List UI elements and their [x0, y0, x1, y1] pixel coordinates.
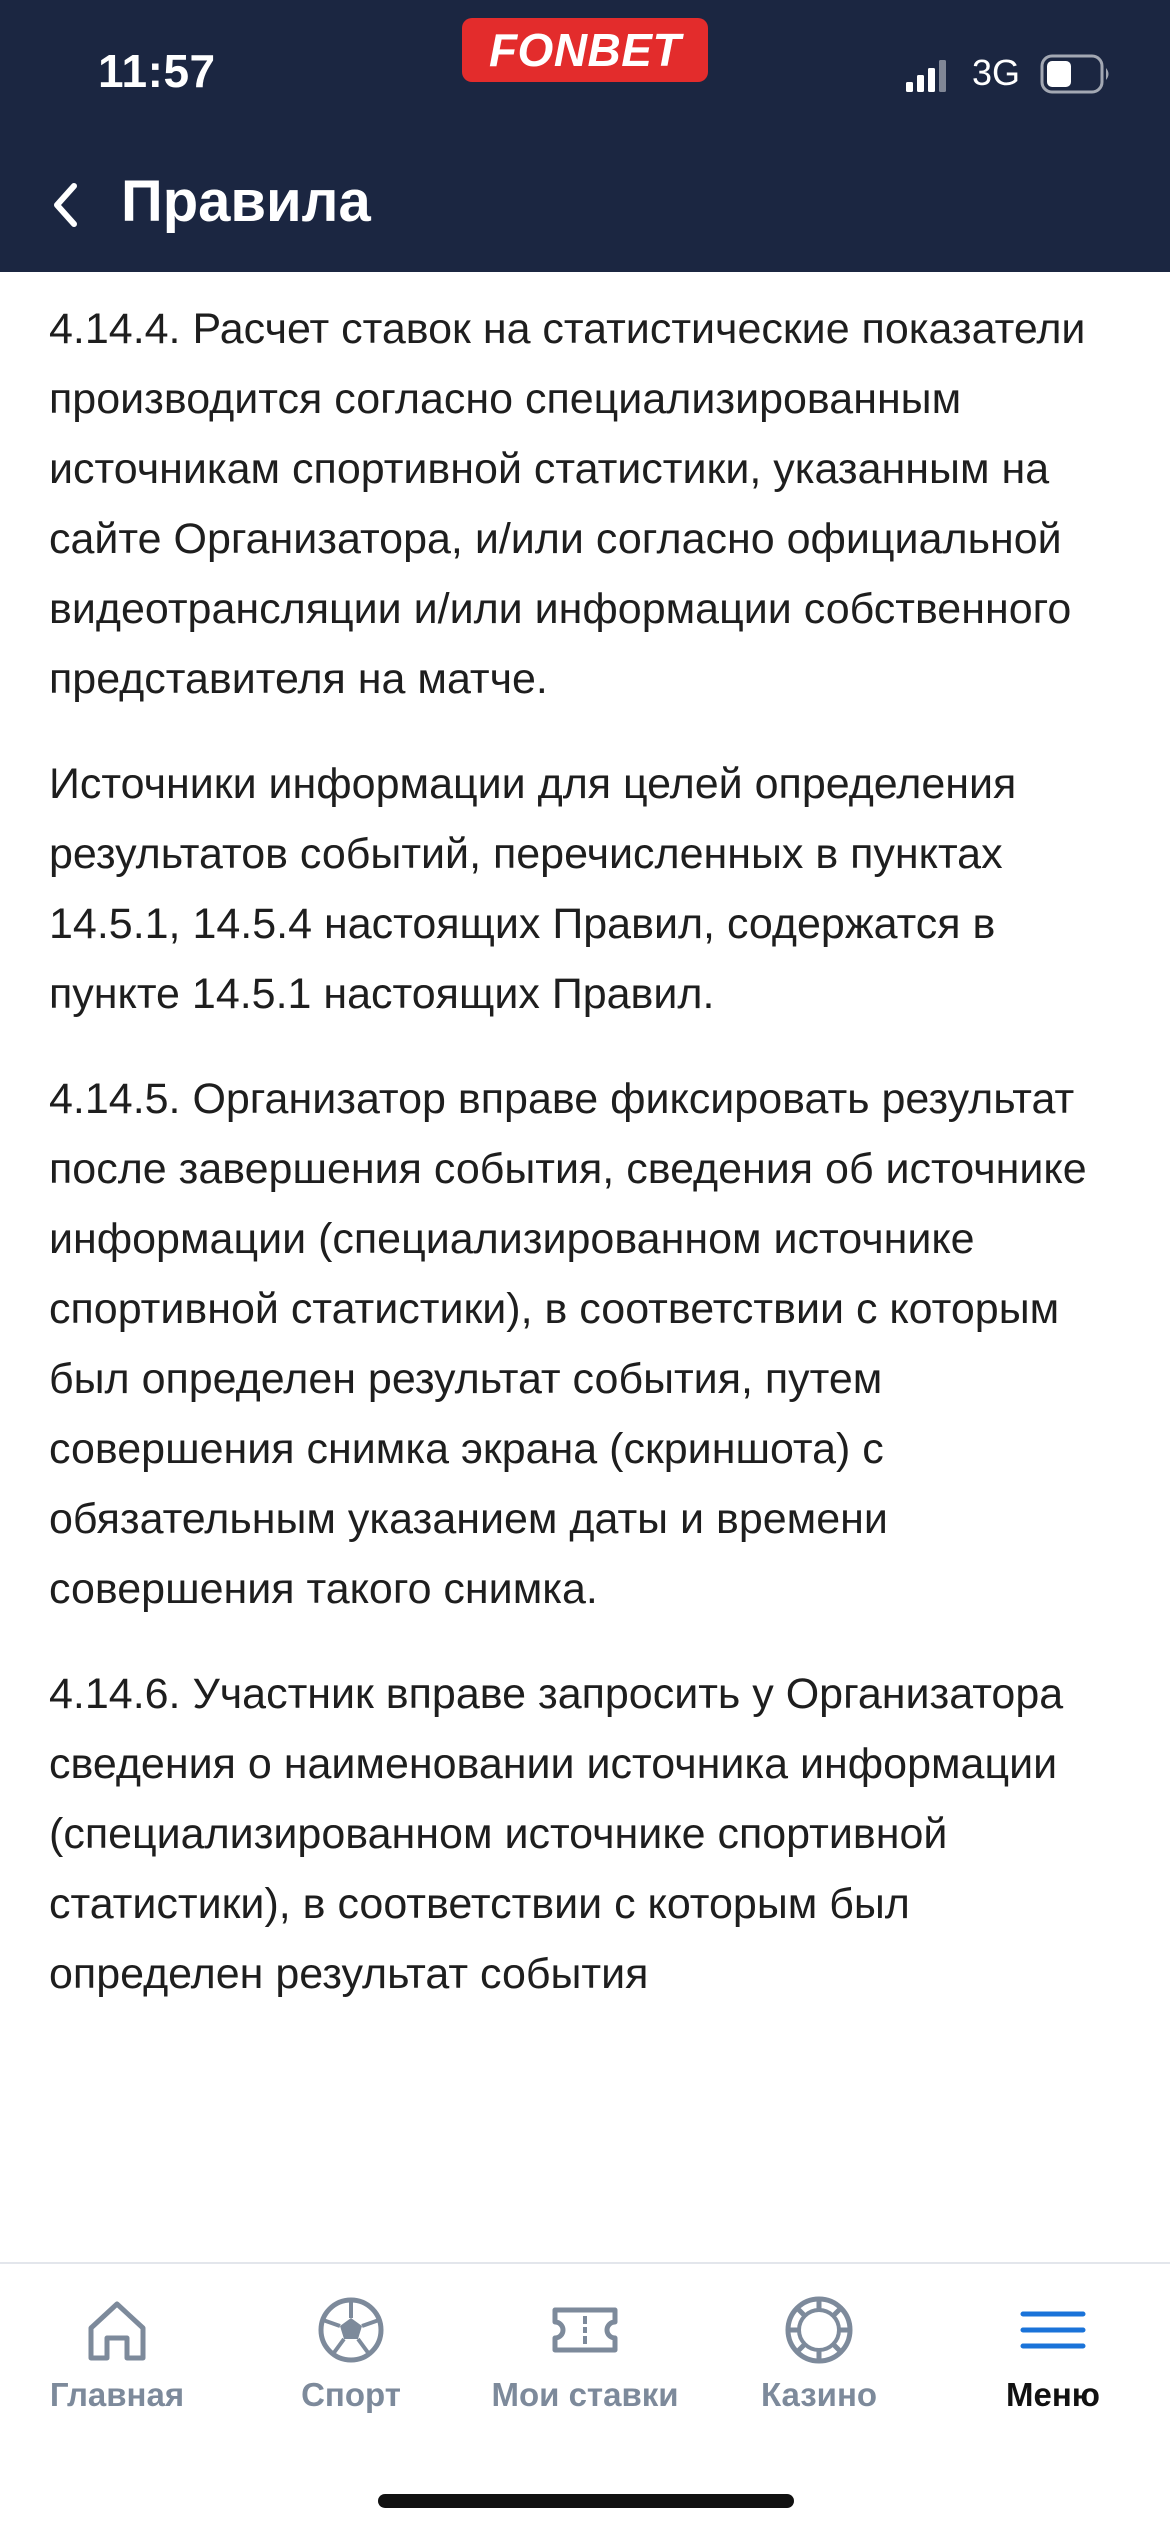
home-icon [77, 2290, 157, 2370]
tab-home[interactable] [0, 2290, 234, 2430]
app-header [0, 0, 1170, 272]
rule-paragraph-4-14-6: 4.14.6. Участник вправе запросить у Организатора сведения о наименовании источника информации (специализированном источнике спортивной статистики), в соответствии с которым был определен результат события [49, 1670, 1064, 1998]
rule-paragraph-4-14-4: 4.14.4. Расчет ставок на статистические показатели производится согласно специализированным источникам спортивной статистики, указанным на сайте Организатора, и/или согласно официальной видеотрансляции и/или информации собственного представителя на матче. [49, 305, 1086, 703]
fonbet-logo: FONBET [462, 18, 708, 82]
rule-paragraph-sources: Источники информации для целей определения результатов событий, перечисленных в пунктах 14.5.1, 14.5.4 настоящих Правил, содержатся в пункте 14.5.1 настоящих Правил. [49, 760, 1017, 1018]
hamburger-menu-icon [1013, 2290, 1093, 2370]
page-title: Правила [121, 169, 371, 234]
network-type: 3G [972, 52, 1021, 93]
battery-icon [1040, 54, 1112, 94]
ticket-icon [545, 2290, 625, 2370]
tab-sport-label: Спорт [301, 2376, 401, 2413]
tab-my-bets-label: Мои ставки [491, 2376, 679, 2413]
tab-sport[interactable] [234, 2290, 468, 2430]
rules-content[interactable] [0, 272, 1170, 2262]
status-time: 11:57 [98, 45, 216, 97]
soccer-ball-icon [311, 2290, 391, 2370]
back-button[interactable] [38, 170, 92, 240]
tab-home-label: Главная [49, 2376, 185, 2413]
rule-paragraph-4-14-5: 4.14.5. Организатор вправе фиксировать результат после завершения события, сведения об источнике информации (специализированном источнике спортивной статистики), в соответствии с которым был определен результат события, путем совершения снимка экрана (скриншота) с обязательным указанием даты и времени совершения такого снимка. [49, 1075, 1087, 1613]
tab-casino[interactable] [702, 2290, 936, 2430]
tab-casino-label: Казино [760, 2376, 878, 2413]
home-indicator[interactable] [378, 2494, 794, 2508]
casino-chip-icon [779, 2290, 859, 2370]
tab-my-bets[interactable] [468, 2290, 702, 2430]
bottom-tab-bar [0, 2262, 1170, 2532]
cellular-signal-icon [906, 60, 948, 92]
tab-menu-label: Меню [1006, 2376, 1100, 2413]
chevron-left-icon [50, 180, 80, 230]
tab-menu[interactable] [936, 2290, 1170, 2430]
